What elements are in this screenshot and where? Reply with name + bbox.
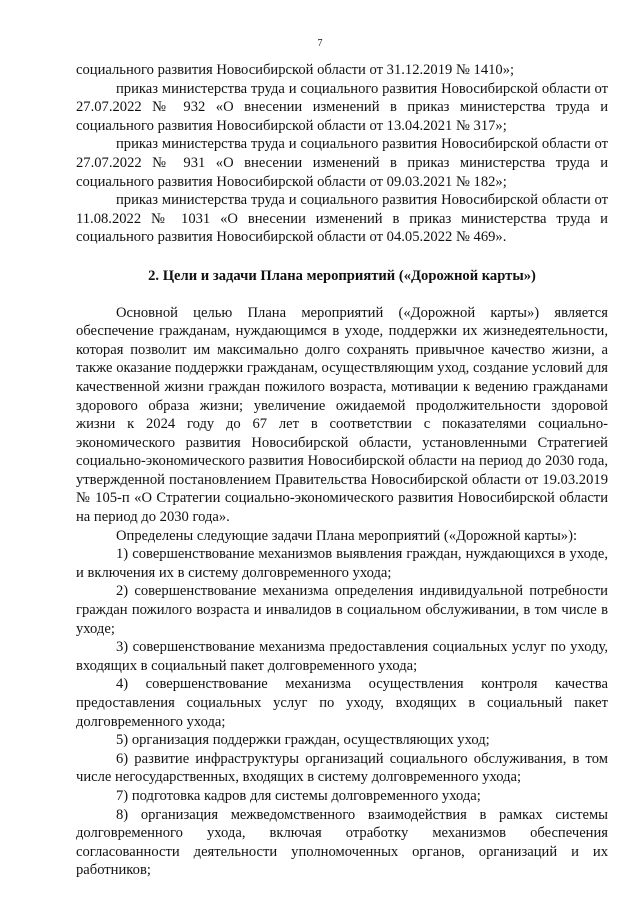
task-text: развитие инфраструктуры организаций социального обслуживания, в том числе негосударственных, входящих в систему долговременного ухода; bbox=[76, 750, 608, 786]
intro-order-item: приказ министерства труда и социального развития Новосибирской области от 27.07.2022 № 932 «О внесении изменений в приказ министерства труда и социального развития Новосибирской области от 13.04.2021 № 317»; bbox=[76, 80, 608, 134]
document-body bbox=[76, 61, 608, 880]
task-number: 6) bbox=[116, 750, 129, 767]
intro-order-item: приказ министерства труда и социального развития Новосибирской области от 11.08.2022 № 1031 «О внесении изменений в приказ министерства труда и социального развития Новосибирской области от 04.05.2022 № 469». bbox=[76, 192, 608, 246]
tasks-intro: Определены следующие задачи Плана мероприятий («Дорожной карты»): bbox=[116, 527, 578, 544]
task-item bbox=[76, 806, 608, 880]
intro-line: социального развития Новосибирской области от 31.12.2019 № 1410»; bbox=[76, 62, 515, 78]
task-item bbox=[76, 545, 608, 582]
task-text: совершенствование механизма предоставления социальных услуг по уходу, входящих в социальный пакет долговременного ухода; bbox=[76, 639, 608, 674]
task-number: 8) bbox=[116, 806, 129, 823]
task-item bbox=[76, 731, 608, 750]
task-number: 4) bbox=[116, 676, 129, 693]
intro-order-item: приказ министерства труда и социального развития Новосибирской области от 27.07.2022 № 931 «О внесении изменений в приказ министерства труда и социального развития Новосибирской области от 09.03.2021 № 182»; bbox=[76, 136, 608, 190]
task-text: организация поддержки граждан, осуществляющих уход; bbox=[131, 732, 490, 749]
task-item bbox=[76, 787, 608, 806]
task-number: 1) bbox=[116, 546, 129, 563]
task-text: совершенствование механизмов выявления граждан, нуждающихся в уходе, и включения их в систему долговременного ухода; bbox=[76, 546, 608, 581]
task-text: организация межведомственного взаимодействия в рамках системы долговременного ухода, включая отработку механизмов обеспечения согласованности деятельности уполномоченных органов, организаций и их работников; bbox=[76, 806, 608, 879]
task-text: подготовка кадров для системы долговременного ухода; bbox=[131, 787, 481, 804]
task-number: 7) bbox=[116, 787, 129, 804]
task-text: совершенствование механизма определения индивидуальной потребности граждан пожилого возраста и инвалидов в социальном обслуживании, в том числе в уходе; bbox=[76, 583, 608, 637]
task-number: 2) bbox=[116, 583, 129, 600]
task-text: совершенствование механизма осуществления контроля качества предоставления социальных услуг по уходу, входящих в социальный пакет долговременного ухода; bbox=[76, 676, 608, 730]
section-heading: 2. Цели и задачи Плана мероприятий («Дорожной карты») bbox=[148, 267, 536, 284]
task-item bbox=[76, 750, 608, 787]
task-number: 3) bbox=[116, 639, 129, 656]
task-item bbox=[76, 582, 608, 638]
goal-paragraph: Основной целью Плана мероприятий («Дорожной карты») является обеспечение гражданам, нуждающимся в уходе, поддержки их жизнедеятельности, которая позволит им максимально долго сохранять привычное качество жизни, а также оказание поддержки гражданам, осуществляющим уход, создание условий для качественной жизни граждан пожилого возраста, мотивации к ведению гражданами здорового образа жизни; увеличение ожидаемой продолжительности здоровой жизни к 2024 году до 67 лет в соответствии с показателями социально-экономического развития Новосибирской области, установленными Стратегией социально-экономического развития Новосибирской области на период до 2030 года, утвержденной постановлением Правительства Новосибирской области от 19.03.2019 № 105-п «О Стратегии социально-экономического развития Новосибирской области на период до 2030 года». bbox=[76, 304, 608, 526]
page-number: 7 bbox=[317, 38, 323, 49]
task-number: 5) bbox=[116, 732, 129, 749]
task-item bbox=[76, 638, 608, 675]
task-item bbox=[76, 675, 608, 731]
